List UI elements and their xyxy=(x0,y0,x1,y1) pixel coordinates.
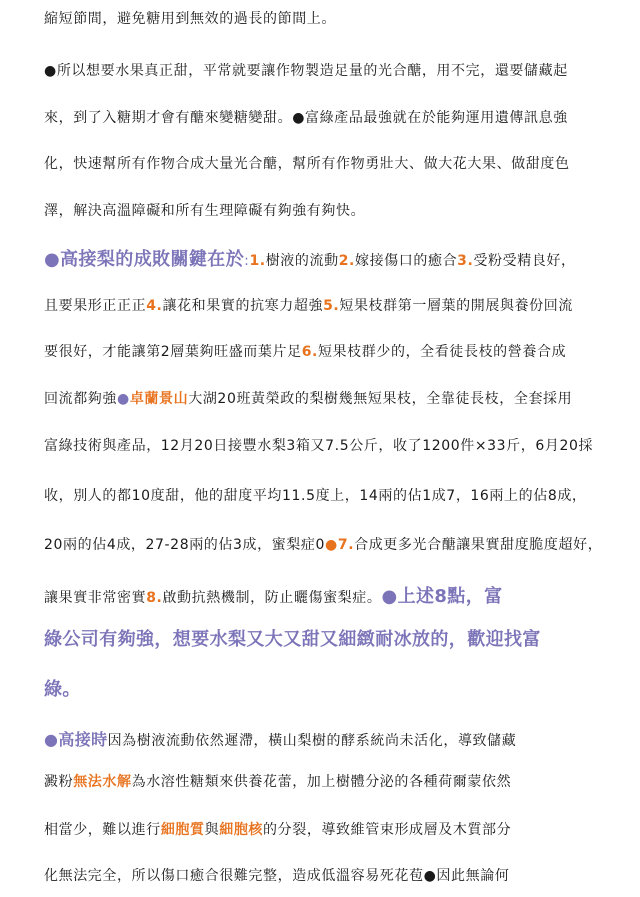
paragraph-line xyxy=(44,343,566,361)
paragraph-line xyxy=(44,155,570,173)
paragraph-line xyxy=(44,390,572,408)
item-number: 1. xyxy=(249,253,266,269)
item-number: 5. xyxy=(323,298,340,314)
text: 化，快速幫所有作物合成大量光合醣，幫所有作物勇壯大、做大花大果、做甜度色 xyxy=(44,156,570,172)
section-heading: ●高接時 xyxy=(44,730,108,749)
paragraph-line xyxy=(44,867,509,885)
text: 化無法完全，所以傷口癒合很難完整，造成低溫容易死花苞●因此無論何 xyxy=(44,868,510,884)
highlight-text: 綠公司有夠強，想要水梨又大又甜又細緻耐冰放的，歡迎找富 xyxy=(44,629,541,650)
text: 短果枝群第一層葉的開展與養份回流 xyxy=(339,298,573,314)
item-number: 4. xyxy=(146,298,163,314)
paragraph-line xyxy=(44,437,593,455)
paragraph-line xyxy=(44,728,516,752)
text: 讓花和果實的抗寒力超強 xyxy=(162,298,324,314)
paragraph-line xyxy=(44,585,503,609)
text: 嫁接傷口的癒合 xyxy=(354,253,458,269)
text: 的分裂，導致維管束形成層及木質部分 xyxy=(263,822,512,838)
paragraph-line xyxy=(44,62,568,80)
text: 20兩的佔4成，27-28兩的佔3成，蜜梨症0 xyxy=(44,537,326,553)
text: ●所以想要水果真正甜，平常就要讓作物製造足量的光合醣，用不完，還要儲藏起 xyxy=(44,63,568,79)
text: 且要果形正正正 xyxy=(44,298,147,314)
colon: : xyxy=(244,253,250,269)
item-number: 3. xyxy=(457,253,474,269)
paragraph-line xyxy=(44,487,587,505)
text: 回流都夠強 xyxy=(44,391,117,407)
text: 要很好，才能讓第2層葉夠旺盛而葉片足 xyxy=(44,344,302,360)
paragraph-line xyxy=(44,202,365,220)
highlight-text: 細胞核 xyxy=(219,822,264,838)
text: 澱粉 xyxy=(44,774,74,790)
highlight-text: 細胞質 xyxy=(160,822,205,838)
item-number: 6. xyxy=(301,344,318,360)
paragraph-line xyxy=(44,536,602,554)
bullet: ● xyxy=(117,391,130,407)
text: 富綠技術與產品，12月20日接豐水梨3箱又7.5公斤，收了1200件×33斤，6月20採 xyxy=(44,438,594,454)
text: 受粉受精良好， xyxy=(473,253,576,269)
text: 讓果實非常密實 xyxy=(44,590,147,606)
paragraph-line xyxy=(44,678,81,702)
paragraph-line xyxy=(44,628,541,652)
text: 因為樹液流動依然遲滯，橫山梨樹的酵系統尚未活化，導致儲藏 xyxy=(107,733,517,749)
text: 相當少，難以進行 xyxy=(44,822,161,838)
paragraph-line xyxy=(44,821,511,839)
text: 與 xyxy=(204,822,220,838)
place-name: 卓蘭景山 xyxy=(129,391,189,407)
text: 來，到了入糖期才會有醣來變糖變甜。●富綠產品最強就在於能夠運用遺傳訊息強 xyxy=(44,110,568,126)
paragraph-line xyxy=(44,297,573,315)
item-number: 2. xyxy=(338,253,355,269)
section-heading: ●高接梨的成敗關鍵在於 xyxy=(44,249,245,270)
text: 合成更多光合醣讓果實甜度脆度超好， xyxy=(354,537,603,553)
paragraph-line xyxy=(44,109,568,127)
highlight-text: ●上述8點，富 xyxy=(381,586,503,607)
text: 為水溶性糖類來供養花蕾，加上樹體分泌的各種荷爾蒙依然 xyxy=(131,774,512,790)
item-number: ●7. xyxy=(325,537,355,553)
text: 大湖20班黃榮政的梨樹幾無短果枝，全靠徒長枝，全套採用 xyxy=(188,391,573,407)
highlight-text: 綠。 xyxy=(44,679,81,700)
text: 澤，解決高溫障礙和所有生理障礙有夠強有夠快。 xyxy=(44,203,366,219)
text: 縮短節間，避免糖用到無效的過長的節間上。 xyxy=(44,11,336,27)
item-number: 8. xyxy=(146,590,163,606)
highlight-text: 無法水解 xyxy=(73,774,132,790)
text: 短果枝群少的，全看徒長枝的營養合成 xyxy=(317,344,567,360)
paragraph-line xyxy=(44,10,336,28)
text: 啟動抗熱機制，防止曬傷蜜梨症。 xyxy=(162,590,382,606)
text: 收，別人的都10度甜，他的甜度平均11.5度上，14兩的佔1成7，16兩上的佔8成， xyxy=(44,488,587,504)
paragraph-line xyxy=(44,773,511,791)
text: 樹液的流動 xyxy=(265,253,339,269)
paragraph-line xyxy=(44,248,576,272)
